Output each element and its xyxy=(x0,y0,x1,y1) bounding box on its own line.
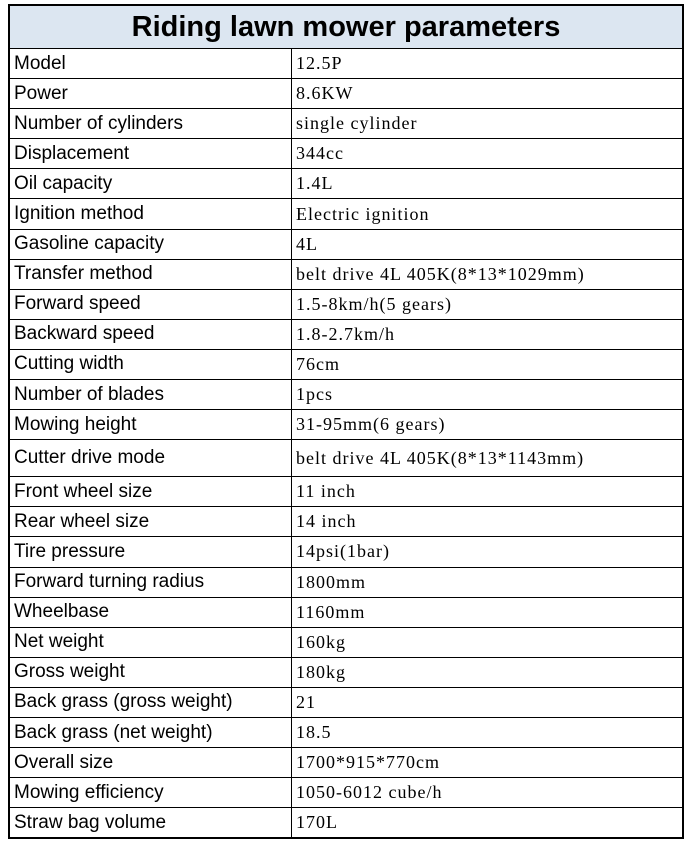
table-row xyxy=(10,289,682,319)
table-row xyxy=(10,319,682,349)
parameter-label: Back grass (gross weight) xyxy=(10,687,292,717)
table-row xyxy=(10,567,682,597)
parameter-label: Transfer method xyxy=(10,259,292,289)
table-row xyxy=(10,79,682,109)
parameter-value: 12.5P xyxy=(292,49,683,79)
parameter-value: 170L xyxy=(292,808,683,838)
parameter-label: Back grass (net weight) xyxy=(10,717,292,747)
parameter-label: Forward speed xyxy=(10,289,292,319)
parameter-value: 14 inch xyxy=(292,507,683,537)
table-row xyxy=(10,717,682,747)
parameter-value: 18.5 xyxy=(292,717,683,747)
parameter-label: Wheelbase xyxy=(10,597,292,627)
parameter-label: Ignition method xyxy=(10,199,292,229)
parameter-value: 11 inch xyxy=(292,477,683,507)
parameter-label: Oil capacity xyxy=(10,169,292,199)
parameter-value: 180kg xyxy=(292,657,683,687)
parameters-table xyxy=(10,49,682,837)
table-row xyxy=(10,410,682,440)
parameter-label: Net weight xyxy=(10,627,292,657)
parameter-label: Forward turning radius xyxy=(10,567,292,597)
parameter-value: belt drive 4L 405K(8*13*1143mm) xyxy=(292,440,683,477)
parameter-value: 8.6KW xyxy=(292,79,683,109)
parameter-label: Straw bag volume xyxy=(10,808,292,838)
parameter-label: Number of cylinders xyxy=(10,109,292,139)
parameter-value: 21 xyxy=(292,687,683,717)
parameter-value: 1pcs xyxy=(292,380,683,410)
parameter-label: Front wheel size xyxy=(10,477,292,507)
table-row xyxy=(10,748,682,778)
table-row xyxy=(10,109,682,139)
table-row xyxy=(10,507,682,537)
parameter-label: Backward speed xyxy=(10,319,292,349)
parameter-value: 1800mm xyxy=(292,567,683,597)
parameter-label: Overall size xyxy=(10,748,292,778)
parameter-label: Cutting width xyxy=(10,349,292,379)
parameter-label: Power xyxy=(10,79,292,109)
table-row xyxy=(10,808,682,838)
table-row xyxy=(10,687,682,717)
parameters-table-body xyxy=(10,49,682,837)
parameter-value: 4L xyxy=(292,229,683,259)
table-row xyxy=(10,259,682,289)
parameter-label: Gasoline capacity xyxy=(10,229,292,259)
table-row xyxy=(10,139,682,169)
parameter-label: Model xyxy=(10,49,292,79)
parameter-value: 344cc xyxy=(292,139,683,169)
parameter-value: 1.4L xyxy=(292,169,683,199)
parameter-label: Displacement xyxy=(10,139,292,169)
parameter-label: Tire pressure xyxy=(10,537,292,567)
table-row xyxy=(10,229,682,259)
table-row xyxy=(10,778,682,808)
parameter-label: Gross weight xyxy=(10,657,292,687)
table-row xyxy=(10,440,682,477)
parameter-label: Mowing height xyxy=(10,410,292,440)
parameter-value: belt drive 4L 405K(8*13*1029mm) xyxy=(292,259,683,289)
parameter-label: Number of blades xyxy=(10,380,292,410)
table-row xyxy=(10,169,682,199)
parameter-value: 14psi(1bar) xyxy=(292,537,683,567)
table-row xyxy=(10,349,682,379)
parameter-value: Electric ignition xyxy=(292,199,683,229)
parameter-value: 31-95mm(6 gears) xyxy=(292,410,683,440)
parameter-label: Rear wheel size xyxy=(10,507,292,537)
parameter-value: 1.8-2.7km/h xyxy=(292,319,683,349)
parameter-value: 76cm xyxy=(292,349,683,379)
table-row xyxy=(10,380,682,410)
table-row xyxy=(10,627,682,657)
parameter-label: Cutter drive mode xyxy=(10,440,292,477)
parameter-value: 1.5-8km/h(5 gears) xyxy=(292,289,683,319)
table-row xyxy=(10,597,682,627)
table-row xyxy=(10,199,682,229)
sheet-title: Riding lawn mower parameters xyxy=(10,6,682,49)
parameter-value: 1700*915*770cm xyxy=(292,748,683,778)
table-row xyxy=(10,657,682,687)
table-row xyxy=(10,49,682,79)
parameter-label: Mowing efficiency xyxy=(10,778,292,808)
parameter-value: 160kg xyxy=(292,627,683,657)
parameter-value: 1160mm xyxy=(292,597,683,627)
table-row xyxy=(10,537,682,567)
table-row xyxy=(10,477,682,507)
parameter-value: 1050-6012 cube/h xyxy=(292,778,683,808)
parameters-sheet xyxy=(8,4,684,839)
parameter-value: single cylinder xyxy=(292,109,683,139)
